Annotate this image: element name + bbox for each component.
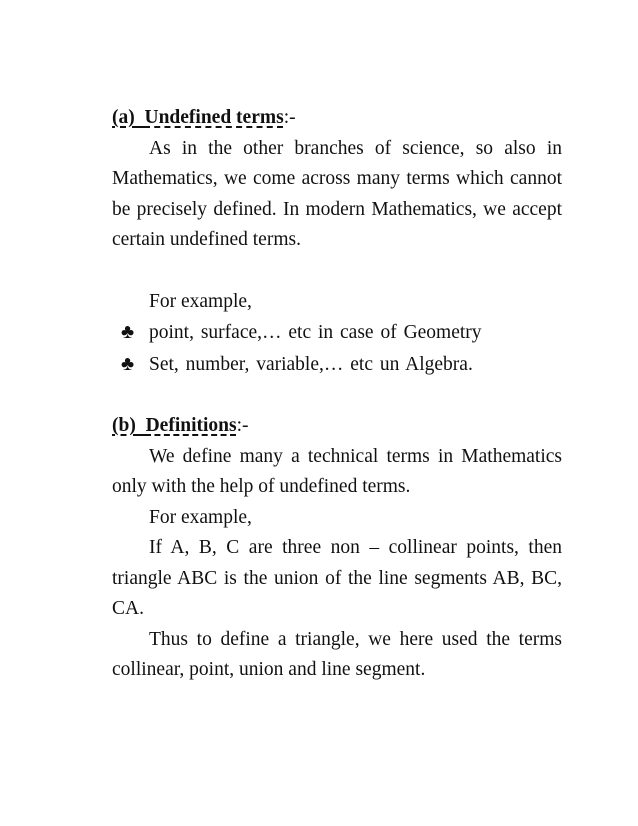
club-icon: ♣ xyxy=(121,321,135,343)
section-a-heading xyxy=(112,103,562,134)
spacer xyxy=(112,380,562,411)
section-a-title-text: Undefined terms xyxy=(144,107,284,128)
section-b-suffix: :- xyxy=(236,415,249,436)
section-a-paragraph: As in the other branches of science, so also in Mathematics, we come across many terms which cannot be precisely defined. In modern Mathematics, we accept certain undefined terms. xyxy=(112,137,562,250)
section-b-conclusion-paragraph: Thus to define a triangle, we here used the terms collinear, point, union and line segment. xyxy=(112,628,562,680)
list-item xyxy=(112,317,562,349)
document-page xyxy=(112,103,562,686)
club-icon: ♣ xyxy=(121,352,135,375)
section-a-label: (a) xyxy=(112,107,135,128)
list-item-text: Set, number, variable,… etc un Algebra. xyxy=(149,353,473,375)
section-a-suffix: :- xyxy=(283,107,296,128)
list-item-text: point, surface,… etc in case of Geometry xyxy=(149,322,482,343)
section-b-heading xyxy=(112,411,562,442)
section-b-example-intro: For example, xyxy=(149,506,252,528)
section-a-example-intro: For example, xyxy=(149,290,252,312)
section-b-title-text: Definitions xyxy=(145,415,237,436)
section-a-title xyxy=(112,107,284,128)
spacer xyxy=(112,256,562,287)
section-b-paragraph: We define many a technical terms in Mathematics only with the help of undefined terms. xyxy=(112,445,562,497)
list-item xyxy=(112,349,562,381)
section-b-title xyxy=(112,415,237,436)
section-b-example-paragraph: If A, B, C are three non – collinear points, then triangle ABC is the union of the line segments AB, BC, CA. xyxy=(112,537,562,619)
section-b-label: (b) xyxy=(112,415,136,436)
